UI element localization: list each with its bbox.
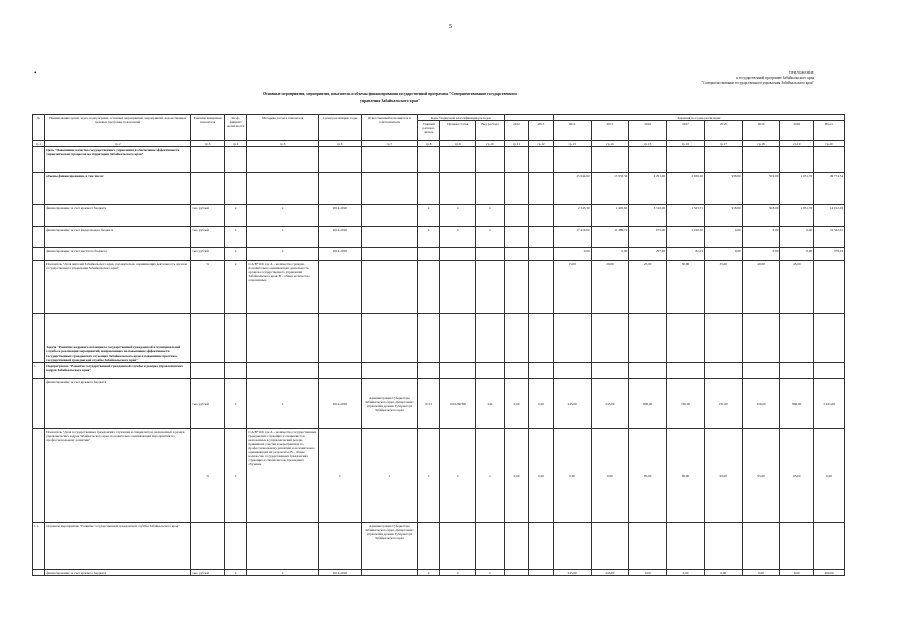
table-cell: х xyxy=(417,205,439,227)
value-cell: 740,00 xyxy=(667,379,705,429)
table-cell: % xyxy=(191,429,225,523)
table-cell: х xyxy=(476,570,505,576)
goal-text: Цель "Повышение качества государственного управления и обеспечение эффективности управленческих процессов на территории Забайкальского края" xyxy=(45,147,191,173)
table-cell: х xyxy=(417,570,439,576)
column-number: гр.14 xyxy=(591,141,629,147)
value-cell: 95,00 xyxy=(742,429,780,523)
table-row xyxy=(33,205,845,227)
column-number: гр.13 xyxy=(553,141,591,147)
header-cell: № xyxy=(33,115,45,141)
value-cell: 45,00 xyxy=(780,261,814,314)
value-cell: 245,00 xyxy=(553,379,591,429)
table-cell: 0,00 xyxy=(504,429,529,523)
value-cell: 14 012,03 xyxy=(814,205,845,227)
column-number: гр.7 xyxy=(361,141,417,147)
value-cell: 40,00 xyxy=(742,261,780,314)
value-cell: 3 316,00 xyxy=(629,205,667,227)
column-number: гр.16 xyxy=(667,141,705,147)
column-number: гр.19 xyxy=(780,141,814,147)
value-cell: 0,00 xyxy=(780,227,814,248)
value-cell: 0,00 xyxy=(742,227,780,248)
value-cell: 0,00 xyxy=(814,429,845,523)
value-cell: 0,00 xyxy=(742,570,780,576)
column-number: гр.12 xyxy=(529,141,554,147)
value-cell: 800,00 xyxy=(629,379,667,429)
value-cell: 0,00 xyxy=(780,570,814,576)
table-cell: 244 xyxy=(476,379,505,429)
table-cell: тыс. рублей xyxy=(191,379,225,429)
table-cell: х xyxy=(247,205,318,227)
column-number: гр.8 xyxy=(417,141,439,147)
table-cell: 0,00 xyxy=(529,429,554,523)
value-cell: 918,00 xyxy=(742,205,780,227)
row-label: финансирование за счет местного бюджета xyxy=(45,248,191,261)
value-cell: 919,00 xyxy=(742,173,780,205)
value-cell: 49 774,54 xyxy=(814,173,845,205)
value-cell: 15,00 xyxy=(553,261,591,314)
document-title xyxy=(150,91,630,104)
table-cell: х xyxy=(224,248,246,261)
table-cell: х xyxy=(361,429,417,523)
table-cell: 2014-2020 xyxy=(318,570,361,576)
row-label: объемы финансирования, в том числе: xyxy=(45,173,191,205)
header-cell: Ответственный исполнитель и соисполнители xyxy=(361,115,417,141)
value-cell: 20,00 xyxy=(591,261,629,314)
value-cell: 0,00 xyxy=(742,248,780,261)
row-number: 1. xyxy=(33,363,45,379)
header-cell: 2018 xyxy=(704,121,742,141)
table-cell: х xyxy=(224,227,246,248)
value-cell: 25 044,00 xyxy=(553,173,591,205)
table-cell: х xyxy=(440,205,476,227)
appendix-line: к государственной программе Забайкальского края xyxy=(736,76,814,80)
task-text: Задача "Развитие кадрового потенциала государственной гражданской и муниципальной службы и реализация мероприятий, направленных на повышение эффективности государственных гражданских служащих Забайкальского края и повышение престижа государственной гражданской службы Забайкальского края" xyxy=(45,314,191,363)
value-cell: 1 190,50 xyxy=(667,227,705,248)
column-number: гр.20 xyxy=(814,141,845,147)
table-cell: тыс. рублей xyxy=(191,227,225,248)
document-title-line: Основные мероприятия, мероприятия, показатели и объемы финансирования государственной программы "Совершенствование государственного xyxy=(262,92,518,96)
row-label: финансирование за счет краевого бюджета xyxy=(45,570,191,576)
column-number: гр.2 xyxy=(45,141,191,147)
table-cell: тыс. рублей xyxy=(191,570,225,576)
header-cell: Методика расчета показателя xyxy=(247,115,318,141)
document-title-line: управления Забайкальского края" xyxy=(360,98,420,103)
table-cell: тыс. рублей xyxy=(191,205,225,227)
table-cell: 2014-2020 xyxy=(318,205,361,227)
column-number: гр.3 xyxy=(191,141,225,147)
method-cell: I=A/B*100, где А – количество государственных гражданских служащих и специалистов, включенных в управленческий резерв, принявших участие в мероприятиях по профессиональному развитию и положительно оценивающих их результаты, В – общее количество государственных гражданских служащих и специалистов, прошедших обучение xyxy=(247,429,318,523)
table-cell xyxy=(33,147,45,173)
header-cell: 2019 xyxy=(742,121,780,141)
responsible-cell: Администрация Губернатора Забайкальского края, Департамент управления делами Губернатора Забайкальского края xyxy=(361,523,417,570)
header-cell: Коэф-фициент значи-мости xyxy=(224,115,246,141)
column-number: гр.17 xyxy=(704,141,742,147)
table-cell: х xyxy=(224,261,246,314)
header-cell: Вид расхода xyxy=(476,121,505,141)
value-cell: 2 936,20 xyxy=(667,173,705,205)
row-number: 1.1. xyxy=(33,523,45,570)
method-cell: I=A/B*100, где А – количество граждан, положительно оценивающих деятельность органов государственного управления Забайкальского края, В – общее количество опрошенных xyxy=(247,261,318,314)
value-cell: 0,00 xyxy=(704,570,742,576)
value-cell: 2 405,60 xyxy=(591,205,629,227)
header-cell: Главный распоря-дитель xyxy=(417,121,439,141)
table-cell: х xyxy=(417,227,439,248)
stray-mark: • xyxy=(34,69,37,77)
value-cell: 85,00 xyxy=(629,429,667,523)
table-cell: х xyxy=(476,227,505,248)
header-cell: 2012 xyxy=(504,121,529,141)
table-cell: тыс. рублей xyxy=(191,248,225,261)
table-cell: 2014-2020 xyxy=(318,379,361,429)
table-cell: х xyxy=(440,570,476,576)
program-table xyxy=(32,114,845,576)
value-cell: 2 545,30 xyxy=(553,205,591,227)
value-cell: 245,00 xyxy=(591,570,629,576)
table-cell: 0,00 xyxy=(504,379,529,429)
value-cell: 0,00 xyxy=(591,248,629,261)
appendix-block xyxy=(540,71,814,86)
table-row xyxy=(33,227,845,248)
header-cell: Итого xyxy=(814,121,845,141)
value-cell: 0,00 xyxy=(667,570,705,576)
responsible-cell: Администрация Губернатора Забайкальского края, Департамент управления делами Губернатора Забайкальского края xyxy=(361,379,417,429)
table-cell: х xyxy=(224,570,246,576)
column-number: гр.11 xyxy=(504,141,529,147)
value-cell: 1 523,71 xyxy=(667,205,705,227)
table-cell: х xyxy=(224,379,246,429)
value-cell: 90,00 xyxy=(667,429,705,523)
value-cell: 379,43 xyxy=(814,248,845,261)
value-cell: 0,00 xyxy=(553,429,591,523)
column-number: гр.5 xyxy=(247,141,318,147)
table-cell: х xyxy=(476,205,505,227)
column-number: гр.4 xyxy=(224,141,246,147)
value-cell: 35,00 xyxy=(704,261,742,314)
header-cell: 2014 xyxy=(553,121,591,141)
value-cell: 1 831,70 xyxy=(780,205,814,227)
table-cell: 0113 xyxy=(417,379,439,429)
table-row-measure xyxy=(33,523,845,570)
table-row xyxy=(33,248,845,261)
header-cell: Единица измерения показателя xyxy=(191,115,225,141)
header-cell: Целевая статья xyxy=(440,121,476,141)
value-cell: 0,00 xyxy=(553,248,591,261)
table-cell: 0,00 xyxy=(529,379,554,429)
column-number: гр.9 xyxy=(440,141,476,147)
value-cell: 13 935,34 xyxy=(591,173,629,205)
column-number: гр.6 xyxy=(318,141,361,147)
table-cell: х xyxy=(247,227,318,248)
value-cell: 918,00 xyxy=(704,205,742,227)
page-number: 5 xyxy=(449,24,452,30)
table-row xyxy=(33,379,845,429)
value-cell: 82,23 xyxy=(667,248,705,261)
column-number: гр.18 xyxy=(742,141,780,147)
header-cell: 2016 xyxy=(629,121,667,141)
table-cell: х xyxy=(224,429,246,523)
table-cell: 1010260300 xyxy=(440,379,476,429)
value-cell: 25,00 xyxy=(629,261,667,314)
appendix-line: "Совершенствование государственного управления Забайкальского края" xyxy=(701,81,814,85)
table-row-subprogram xyxy=(33,363,845,379)
value-cell: 4 291,00 xyxy=(629,173,667,205)
column-number: гр.1 xyxy=(33,141,45,147)
value-cell: 860,00 xyxy=(780,379,814,429)
row-label: финансирование за счет федерального бюджета xyxy=(45,227,191,248)
value-cell: 245,00 xyxy=(591,379,629,429)
header-cell: Коды бюджетной классификации расходов xyxy=(417,115,504,121)
table-cell: х xyxy=(224,205,246,227)
table-cell: х xyxy=(476,429,505,523)
value-cell: 490,00 xyxy=(814,570,845,576)
table-cell: х xyxy=(440,429,476,523)
table-cell: 2014-2020 xyxy=(318,227,361,248)
value-cell: 245,00 xyxy=(553,570,591,576)
value-cell: 326,00 xyxy=(742,379,780,429)
value-cell: 31 342,01 xyxy=(814,227,845,248)
column-number: гр.15 xyxy=(629,141,667,147)
table-cell: % xyxy=(191,261,225,314)
value-cell: 0,00 xyxy=(780,248,814,261)
value-cell: 3 431,00 xyxy=(814,379,845,429)
row-label: финансирование за счет краевого бюджета xyxy=(45,205,191,227)
header-cell: 2017 xyxy=(667,121,705,141)
value-cell: 30,00 xyxy=(667,261,705,314)
row-label: Подпрограмма "Развитие государственной гражданской службы и резерва управленческих кадров Забайкальского края" xyxy=(45,363,191,379)
row-label: финансирование за счет краевого бюджета xyxy=(45,379,191,429)
header-cell: 2015 xyxy=(591,121,629,141)
header-cell: Сроки реализации, годы xyxy=(318,115,361,141)
value-cell: 675,00 xyxy=(629,227,667,248)
table-cell: х xyxy=(247,570,318,576)
value-cell: 0,00 xyxy=(704,227,742,248)
value-cell: 17 419,00 xyxy=(553,227,591,248)
table-row-indicator xyxy=(33,429,845,523)
value-cell: 0,00 xyxy=(629,570,667,576)
value-cell: 0,00 xyxy=(591,429,629,523)
table-row-goal xyxy=(33,147,845,173)
value-cell: 11 489,74 xyxy=(591,227,629,248)
header-cell: Наименование целей, задач, подпрограмм, основных мероприятий, мероприятий, ведомственных целевых программ, показателей xyxy=(45,115,191,141)
table-row xyxy=(33,570,845,576)
value-cell: 231,00 xyxy=(704,379,742,429)
table-cell: х xyxy=(318,429,361,523)
header-cell: 2013 xyxy=(529,121,554,141)
value-cell: 95,00 xyxy=(704,429,742,523)
table-cell: х xyxy=(247,379,318,429)
row-label: Основное мероприятие "Развитие государственной гражданской службы Забайкальского края" xyxy=(45,523,191,570)
table-cell: 2014-2020 xyxy=(318,248,361,261)
table-cell: х xyxy=(247,248,318,261)
table-row-indicator xyxy=(33,261,845,314)
header-cell: 2020 xyxy=(780,121,814,141)
value-cell: 1 631,70 xyxy=(780,173,814,205)
header-cell: Значения по годам реализации xyxy=(553,115,844,121)
value-cell: 95,00 xyxy=(780,429,814,523)
table-row-task xyxy=(33,314,845,363)
table-row xyxy=(33,173,845,205)
table-cell: х xyxy=(440,227,476,248)
column-number: гр.10 xyxy=(476,141,505,147)
value-cell: 297,20 xyxy=(629,248,667,261)
value-cell: 938,00 xyxy=(704,173,742,205)
table-cell: х xyxy=(417,429,439,523)
row-label: Показатель "Доля жителей Забайкальского края, положительно оценивающих деятельность органов государственного управления Забайкальского края" xyxy=(45,261,191,314)
appendix-title: ПРИЛОЖЕНИЕ xyxy=(789,71,814,75)
value-cell: 0,00 xyxy=(704,248,742,261)
row-label: Показатель "Доля государственных гражданских служащих и специалистов, включенных в резерв управленческих кадров Забайкальского края, положительно оценивающих мероприятия по профессиональному развитию" xyxy=(45,429,191,523)
